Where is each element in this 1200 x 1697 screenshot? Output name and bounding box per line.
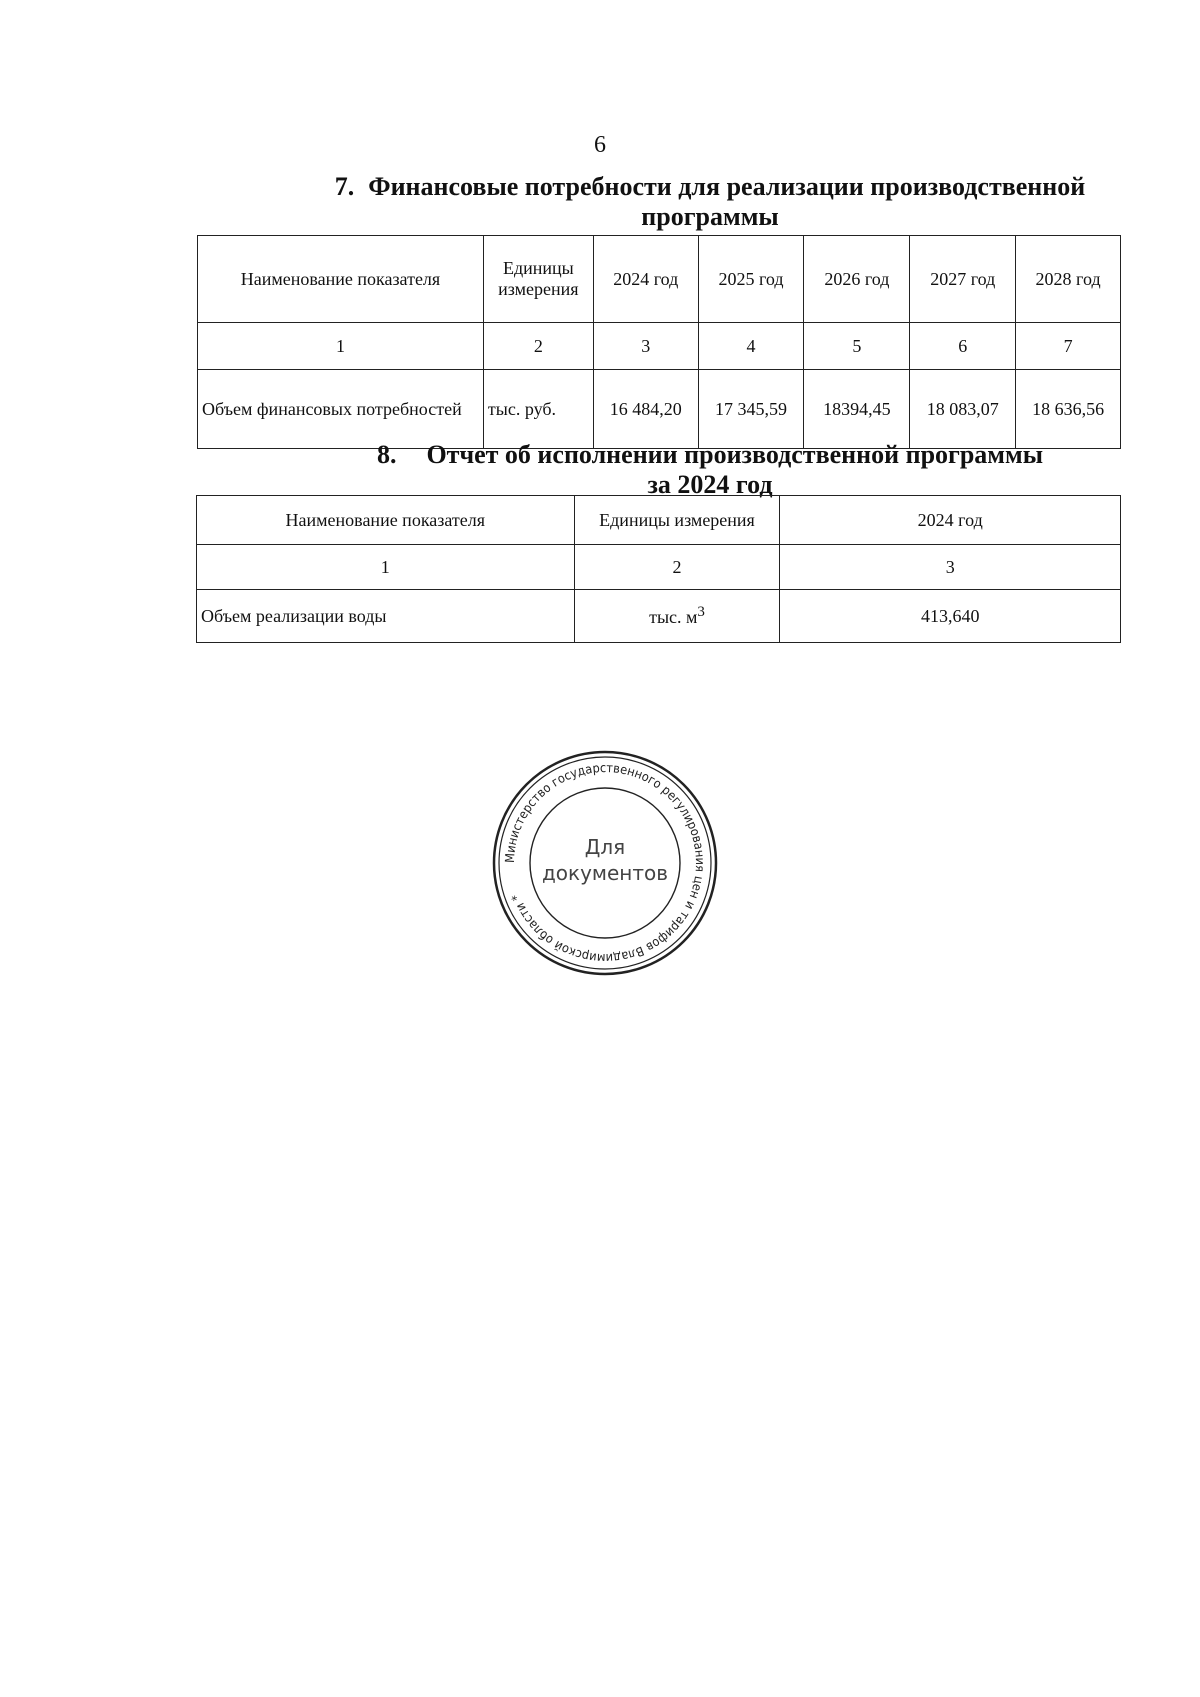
header-cell: 2024 год <box>780 496 1121 545</box>
ministry-seal-stamp <box>490 748 720 978</box>
column-number-cell: 2 <box>574 545 780 590</box>
column-number-cell: 3 <box>780 545 1121 590</box>
column-number-cell: 7 <box>1016 323 1121 370</box>
stamp-center-line2: документов <box>541 861 669 885</box>
column-number-row <box>197 545 1121 590</box>
section-7-number: 7. <box>334 172 355 201</box>
table-row <box>197 590 1121 643</box>
header-cell: 2024 год <box>593 236 698 323</box>
value-cell: 18 636,56 <box>1016 370 1121 449</box>
unit-superscript: 3 <box>697 604 705 620</box>
column-number-cell: 5 <box>804 323 910 370</box>
header-cell: 2027 год <box>910 236 1016 323</box>
column-number-row <box>198 323 1121 370</box>
value-cell: 16 484,20 <box>593 370 698 449</box>
value-cell: 17 345,59 <box>698 370 804 449</box>
program-report-table <box>196 495 1121 643</box>
row-unit-cell <box>574 590 780 643</box>
table-header-row <box>198 236 1121 323</box>
header-cell: Наименование показателя <box>197 496 575 545</box>
section-7-title <box>290 172 1130 232</box>
section-7-title-line2: программы <box>641 202 779 231</box>
header-cell: 2025 год <box>698 236 804 323</box>
header-cell: 2028 год <box>1016 236 1121 323</box>
column-number-cell: 6 <box>910 323 1016 370</box>
value-cell: 413,640 <box>780 590 1121 643</box>
column-number-cell: 2 <box>483 323 593 370</box>
column-number-cell: 1 <box>197 545 575 590</box>
section-7-title-line1: Финансовые потребности для реализации производственной <box>368 172 1086 201</box>
value-cell: 18 083,07 <box>910 370 1016 449</box>
section-8-title-line1: Отчет об исполнении производственной программы <box>426 440 1044 469</box>
section-8-title <box>330 440 1090 500</box>
stamp-star: * <box>507 891 525 903</box>
section-8-title-line2: за 2024 год <box>647 470 773 499</box>
header-cell: 2026 год <box>804 236 910 323</box>
header-cell: Наименование показателя <box>198 236 484 323</box>
table-header-row <box>197 496 1121 545</box>
stamp-ring-text-content: Министерство государственного регулирования цен и тарифов Владимирской области <box>501 759 709 967</box>
row-label-cell: Объем реализации воды <box>197 590 575 643</box>
header-cell: Единицы измерения <box>483 236 593 323</box>
column-number-cell: 4 <box>698 323 804 370</box>
row-unit-cell: тыс. руб. <box>483 370 593 449</box>
row-label-cell: Объем финансовых потребностей <box>198 370 484 449</box>
value-cell: 18394,45 <box>804 370 910 449</box>
header-cell: Единицы измерения <box>574 496 780 545</box>
column-number-cell: 3 <box>593 323 698 370</box>
page-number: 6 <box>594 132 606 158</box>
table-row <box>198 370 1121 449</box>
column-number-cell: 1 <box>198 323 484 370</box>
unit-text: тыс. м <box>649 607 698 627</box>
financial-needs-table <box>197 235 1121 449</box>
section-8-number: 8. <box>376 440 397 469</box>
stamp-center-line1: Для <box>584 835 626 859</box>
